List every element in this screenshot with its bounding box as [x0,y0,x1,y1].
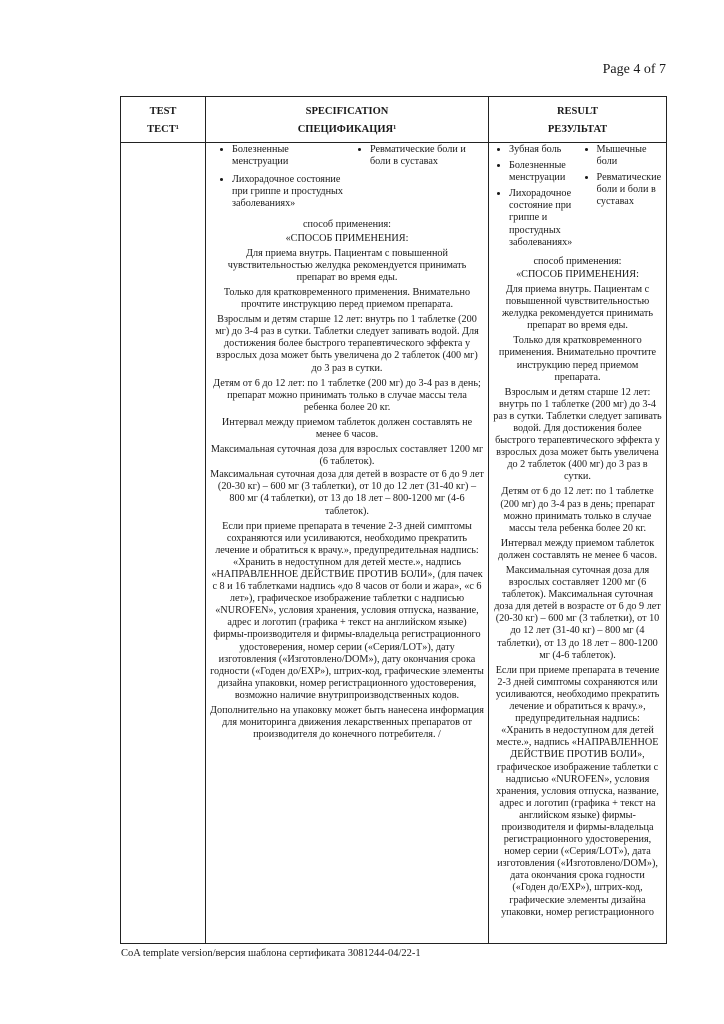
result-bullets-left [493,144,579,253]
spec-paragraph: Если при приеме препарата в течение 2-3 дней симптомы сохраняются или усиливаются, необходимо прекратить лечение и обратиться к врачу.», предупредительная надпись: «Хранить в недоступном для детей месте.», надпись «НАПРАВЛЕННОЕ ДЕЙСТВИЕ ПРОТИВ БОЛИ», (для пачек с 8 и 16 таблетками надпись «до 8 часов от боли и жара», «с 6 лет»), графическое изображение таблетки с надписью «NUROFEN», условия хранения, условия отпуска, название, адрес и логотип (графика + текст на английском языке) фирмы-производителя и фирмы-владельца регистрационного удостоверения, номер серии («Серия/LOT»), дату изготовления («Изготовлено/DOM»), дату окончания срока годности («Годен до/EXP»), штрих-код, графические элементы дизайна упаковки, номер регистрационного удостоверения, возможно наличие внутрипроизводственных кодов. [210,520,484,701]
spec-paragraph: Максимальная суточная доза для взрослых составляет 1200 мг (6 таблеток). [210,444,484,468]
result-header-en: RESULT [556,106,599,117]
specification-bullets-left [210,144,346,216]
test-header-ru: ТЕСТ¹ [147,124,179,135]
coa-table [120,96,667,944]
result-cell [489,143,666,943]
spec-paragraph: способ применения: [302,219,392,231]
list-item: • Лихорадочное состояние при гриппе и простудных заболеваниях» [509,188,579,248]
specification-header-ru: СПЕЦИФИКАЦИЯ¹ [297,124,397,135]
list-item: • Лихорадочное состояние при гриппе и простудных заболеваниях» [232,174,346,210]
result-paragraph: Детям от 6 до 12 лет: по 1 таблетке (200 мг) до 3-4 раз в день; препарат можно принимать только в случае массы тела ребенка более 20 кг. [500,486,655,534]
result-paragraph: Если при приеме препарата в течение 2-3 дней симптомы сохраняются или усиливаются, необходимо прекратить лечение и обратиться к врачу.», предупредительная надпись: «Хранить в недоступном для детей месте.», надпись «НАПРАВЛЕННОЕ ДЕЙСТВИЕ ПРОТИВ БОЛИ», графическое изображение таблетки с надписью «NUROFEN», условия хранения, условия отпуска, название, адрес и логотип (графика + текст на английском языке) фирмы-производителя и фирмы-владельца регистрационного удостоверения, номер серии («Серия/LOT»), дата изготовления («Изготовлено/DOM»), дата окончания срока годности («Годен до/EXP»), штрих-код, графические элементы дизайна упаковки, номер регистрационного [495,664,660,918]
result-bullets-right [581,144,662,253]
result-paragraph: способ применения: [533,255,622,267]
spec-paragraph: Интервал между приемом таблеток должен составлять не менее 6 часов. [221,416,473,440]
result-header [489,97,666,143]
spec-paragraph: Максимальная суточная доза для детей в возрасте от 6 до 9 лет (20-30 кг) – 600 мг (3 таблетки), от 10 до 12 лет (31-40 кг) – 800 мг (4 таблетки), от 13 до 18 лет – 800-1200 мг (4-6 таблеток). [210,469,484,517]
result-paragraph: Для приема внутрь. Пациентам с повышенной чувствительностью желудка рекомендуется принимать препарат во время еды. [501,283,653,332]
list-item: • Ревматические боли и боли в суставах [597,172,662,208]
page-number: Page 4 of 7 [602,62,666,77]
result-paragraph: «СПОСОБ ПРИМЕНЕНИЯ: [516,268,639,280]
spec-paragraph: Дополнительно на упаковку может быть нанесена информация для мониторинга движения лекарственных препаратов от производителя до конечного потребителя. / [210,705,484,741]
spec-paragraph: Детям от 6 до 12 лет: по 1 таблетке (200 мг) до 3-4 раз в день; препарат можно принимать только в случае массы тела ребенка более 20 кг. [213,377,481,413]
specification-cell [206,143,489,943]
list-item: • Ревматические боли и боли в суставах [370,144,484,168]
result-paragraph: Только для кратковременного применения. Внимательно прочтите инструкцию перед приемом препарата. [498,335,657,383]
list-item: • Зубная боль [509,144,579,156]
result-paragraph: Интервал между приемом таблеток должен составлять не менее 6 часов. [497,537,658,561]
list-item: • Болезненные менструации [232,144,346,168]
list-item: • Болезненные менструации [509,160,579,184]
specification-header [206,97,489,143]
test-cell [121,143,206,943]
spec-paragraph: «СПОСОБ ПРИМЕНЕНИЯ: [285,232,409,244]
template-version-footer: CoA template version/версия шаблона сертификата 3081244-04/22-1 [121,948,421,959]
specification-indications [210,144,484,216]
test-header [121,97,206,143]
result-header-ru: РЕЗУЛЬТАТ [547,124,608,135]
specification-header-en: SPECIFICATION [305,106,389,117]
specification-bullets-right [348,144,484,216]
test-header-en: TEST [149,106,177,117]
result-indications [493,144,662,253]
spec-paragraph: Для приема внутрь. Пациентам с повышенной чувствительностью желудка рекомендуется принимать препарат во время еды. [227,247,467,283]
list-item: • Мышечные боли [597,144,662,168]
result-paragraph: Максимальная суточная доза для взрослых составляет 1200 мг (6 таблеток). Максимальная суточная доза для детей в возрасте от 6 до 9 лет (20-30 кг) – 600 мг (3 таблетки), от 10 до 12 лет (31-40 кг) – 800 мг (4 таблетки), от 13 до 18 лет – 800-1200 мг (4-6 таблеток). [494,565,661,661]
result-paragraph: Взрослым и детям старше 12 лет: внутрь по 1 таблетке (200 мг) до 3-4 раз в сутки. Таблетки следует запивать водой. Для достижения более быстрого терапевтического эффекта у взрослых доза может быть увеличена до 2 таблеток (400 мг) до 3 раз в сутки. [493,386,662,483]
spec-paragraph: Только для кратковременного применения. Внимательно прочтите инструкцию перед приемом препарата. [223,286,471,311]
spec-paragraph: Взрослым и детям старше 12 лет: внутрь по 1 таблетке (200 мг) до 3-4 раз в сутки. Таблетки следует запивать водой. Для достижения более быстрого терапевтического эффекта у взрослых доза может быть увеличена до 2 таблеток (400 мг) до 3 раз в сутки. [215,314,479,374]
